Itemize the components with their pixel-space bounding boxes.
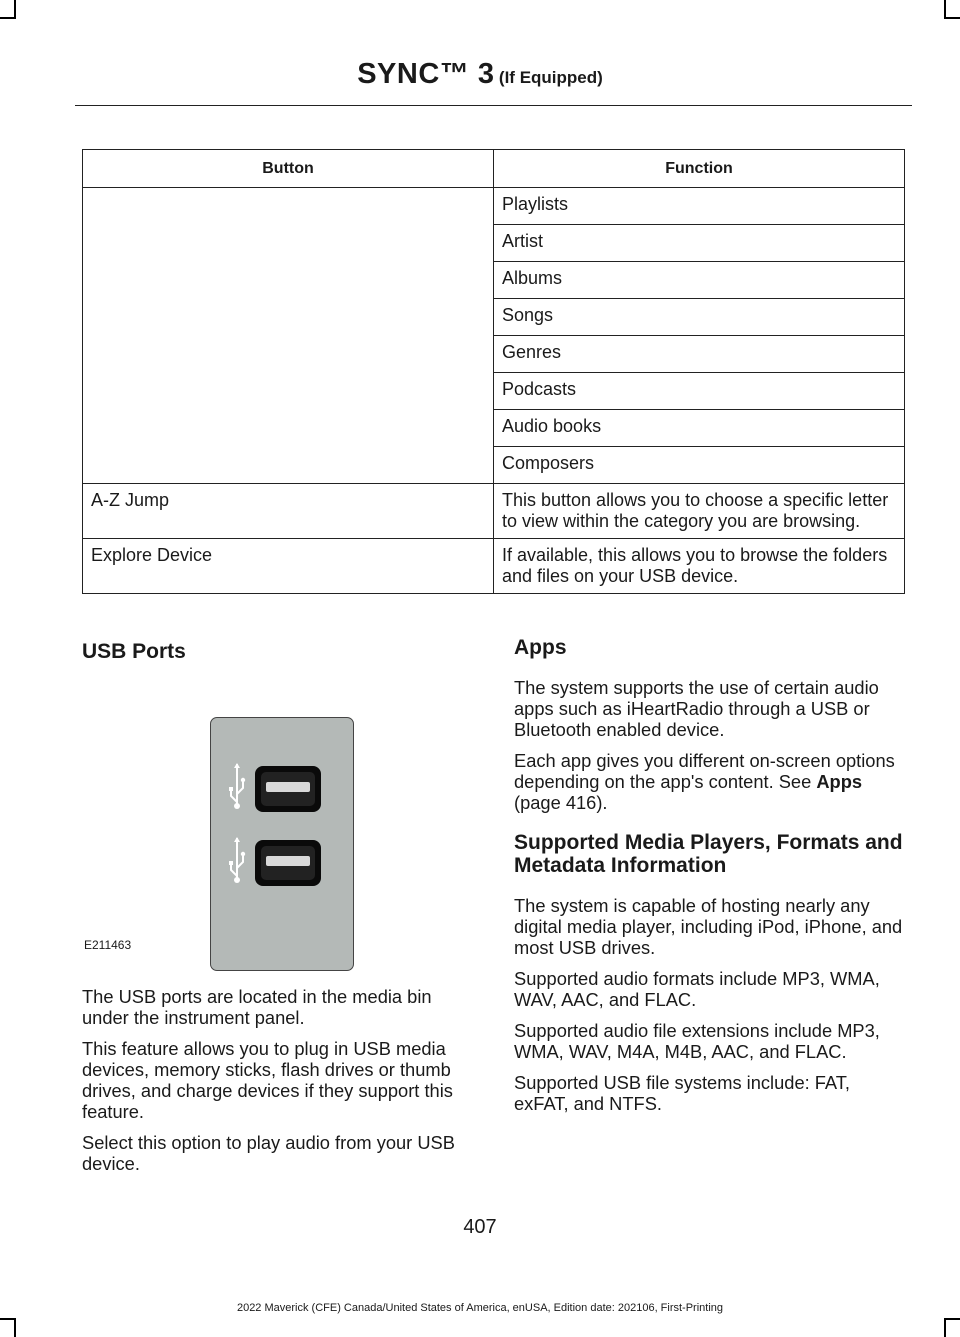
column-header: Button — [83, 150, 494, 188]
table-header-row — [83, 150, 905, 188]
crop-mark — [944, 0, 946, 18]
paragraph: This feature allows you to plug in USB media devices, memory sticks, flash drives or thumb drives, and charge devices if they support this feature. — [82, 1038, 453, 1122]
section-heading-usb-ports: USB Ports — [82, 640, 186, 663]
paragraph-text: Each app gives you different on-screen options depending on the app's content. See — [514, 750, 895, 792]
usb-symbol-icon — [227, 762, 247, 810]
apps-link[interactable]: Apps — [816, 771, 863, 792]
paragraph: The USB ports are located in the media bin under the instrument panel. — [82, 986, 432, 1028]
table-cell: Playlists — [494, 188, 905, 225]
table-cell: A-Z Jump — [83, 484, 494, 539]
paragraph: The system is capable of hosting nearly any digital media player, including iPod, iPhone, and most USB drives. — [514, 895, 903, 958]
table-cell: Explore Device — [83, 539, 494, 594]
crop-mark — [14, 0, 16, 18]
table-cell: If available, this allows you to browse the folders and files on your USB device. — [494, 539, 905, 594]
table-cell: Composers — [494, 447, 905, 484]
edition-footer: 2022 Maverick (CFE) Canada/United States of America, enUSA, Edition date: 202106, First-Printing — [236, 1302, 724, 1314]
section-heading-media: Supported Media Players, Formats and Metadata Information — [514, 831, 903, 877]
table-cell: Audio books — [494, 410, 905, 447]
paragraph — [514, 750, 909, 813]
crop-mark — [944, 1320, 946, 1337]
crop-mark — [14, 1320, 16, 1337]
paragraph: The system supports the use of certain audio apps such as iHeartRadio through a USB or Bluetooth enabled device. — [514, 677, 879, 740]
table-row — [83, 188, 905, 225]
usb-ports-figure — [82, 685, 475, 950]
table-cell-empty — [83, 188, 494, 484]
table-cell: This button allows you to choose a specific letter to view within the category you are browsing. — [494, 484, 905, 539]
table-row — [83, 484, 905, 539]
paragraph: Supported USB file systems include: FAT, exFAT, and NTFS. — [514, 1072, 850, 1114]
figure-label: E211463 — [84, 938, 132, 952]
crop-mark — [0, 17, 16, 19]
paragraph: Supported audio file extensions include MP3, WMA, WAV, M4A, M4B, AAC, and FLAC. — [514, 1020, 880, 1062]
usb-port-top — [255, 766, 321, 812]
usb-port-bottom — [255, 840, 321, 886]
usb-symbol-icon — [227, 836, 247, 884]
crop-mark — [944, 1318, 960, 1320]
table-cell: Genres — [494, 336, 905, 373]
paragraph: Supported audio formats include MP3, WMA, WAV, AAC, and FLAC. — [514, 968, 880, 1010]
header-rule — [75, 105, 912, 106]
usb-faceplate — [210, 717, 354, 971]
right-column — [514, 636, 909, 1114]
table-cell: Podcasts — [494, 373, 905, 410]
column-header: Function — [494, 150, 905, 188]
crop-mark — [944, 17, 960, 19]
function-table — [82, 149, 905, 594]
page-reference: (page 416). — [514, 792, 608, 813]
table-cell: Songs — [494, 299, 905, 336]
left-column — [82, 640, 475, 1174]
crop-mark — [0, 1318, 16, 1320]
page-header — [0, 58, 960, 91]
page-number: 407 — [463, 1216, 497, 1238]
page-title: SYNC™ 3 — [357, 58, 495, 90]
table-cell: Albums — [494, 262, 905, 299]
table-row — [83, 539, 905, 594]
table-cell: Artist — [494, 225, 905, 262]
page-subtitle: (If Equipped) — [498, 68, 603, 87]
paragraph: Select this option to play audio from your USB device. — [82, 1132, 455, 1174]
section-heading-apps: Apps — [514, 636, 567, 659]
